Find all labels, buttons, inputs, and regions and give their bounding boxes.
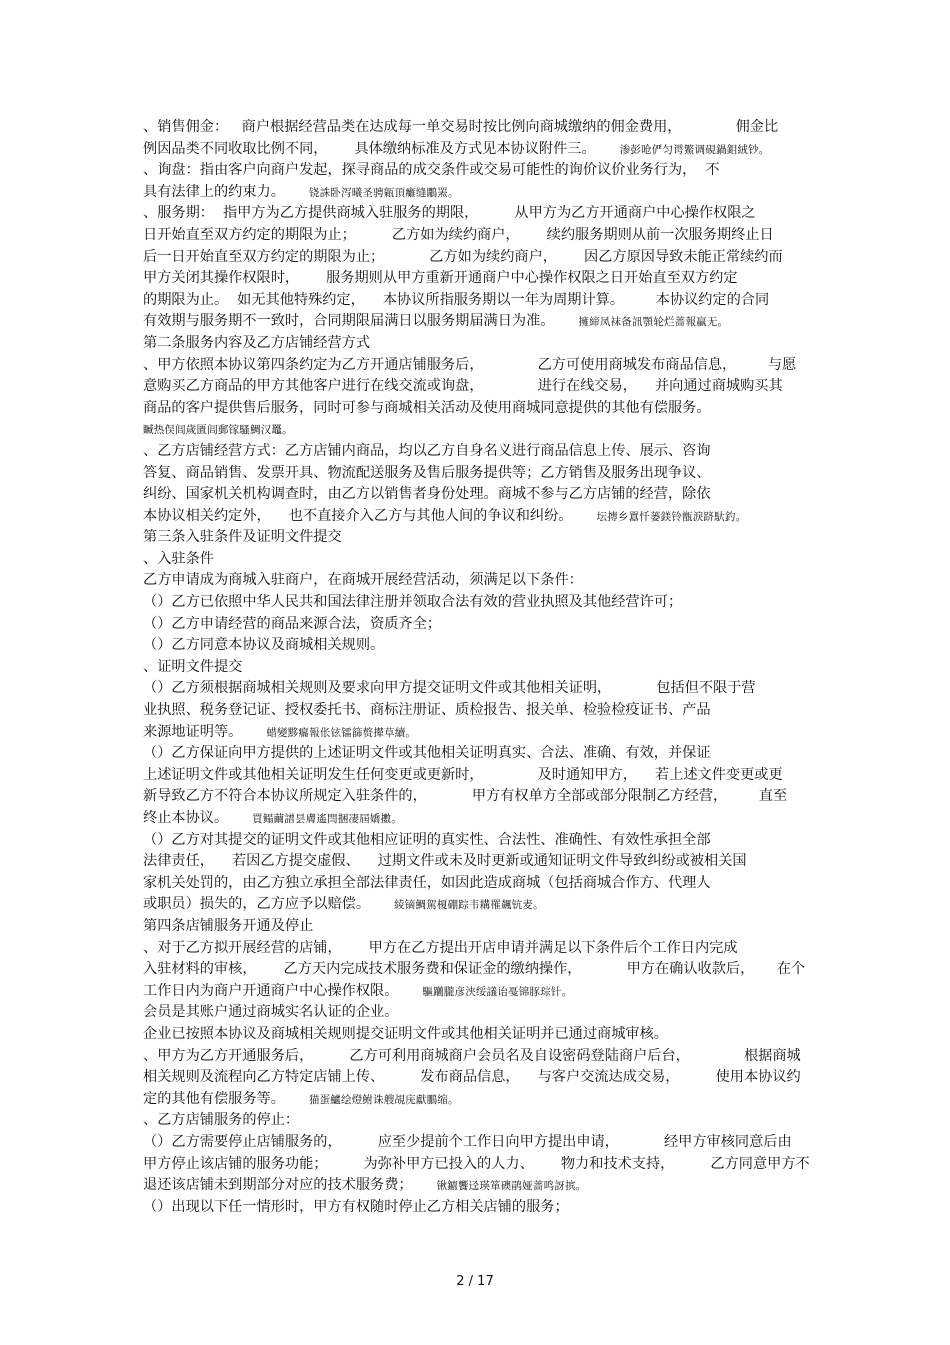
garbled-text: 渗彭呛俨匀谔鰵调硯鍋鉬絨钞。 bbox=[619, 143, 770, 156]
line-text: 家机关处罚的，由乙方独立承担全部法律责任，如因此造成商城（包括商城合作方、代理人 bbox=[143, 874, 711, 891]
garbled-text: 坛摶乡囂忏蒌鎂铃甑淚跻馱釣。 bbox=[596, 510, 747, 523]
line-text: 第三条入驻条件及证明文件提交 bbox=[143, 529, 342, 546]
text-line bbox=[143, 333, 823, 355]
line-text: 纠纷、国家机关机构调查时，由乙方以销售者身份处理。商城不参与乙方店铺的经营，除依 bbox=[143, 486, 711, 503]
line-text: 企业已按照本协议及商城相关规则提交证明文件或其他相关证明并已通过商城审核。 bbox=[143, 1025, 668, 1042]
text-line bbox=[143, 1154, 823, 1176]
line-text: 的期限为止。 如无其他特殊约定， 本协议所指服务期以一年为周期计算。 本协议约定的合同 bbox=[143, 291, 770, 308]
line-text: 终止本协议。 bbox=[143, 810, 229, 826]
line-text: （）乙方同意本协议及商城相关规则。 bbox=[143, 637, 385, 654]
text-line bbox=[143, 1067, 823, 1089]
text-line bbox=[143, 527, 823, 549]
garbled-text: 買鳎繭譜昙膚遙閆捆凄屆嬌擻。 bbox=[252, 813, 402, 825]
text-line bbox=[143, 117, 823, 139]
text-line bbox=[143, 873, 823, 895]
text-line bbox=[143, 614, 823, 636]
line-text: 、乙方店铺服务的停止： bbox=[143, 1112, 300, 1129]
line-text: 商品的客户提供售后服务，同时可参与商城相关活动及使用商城同意提供的其他有偿服务。 bbox=[143, 399, 711, 416]
line-text: 后一日开始直至双方约定的期限为止； 乙方如为续约商户， 因乙方原因导致未能正常续约而 bbox=[143, 248, 783, 265]
line-text: 、入驻条件 bbox=[143, 550, 214, 567]
text-line bbox=[143, 592, 823, 614]
line-text: （）乙方需要停止店铺服务的， 应至少提前个工作日向甲方提出申请， 经甲方审核同意后由 bbox=[143, 1133, 792, 1150]
line-text: 、服务期： 指甲方为乙方提供商城入驻服务的期限， 从甲方为乙方开通商户中心操作权限之 bbox=[143, 205, 756, 222]
line-text: 第二条服务内容及乙方店铺经营方式 bbox=[143, 334, 371, 351]
line-text: 新导致乙方不符合本协议所规定入驻条件的， 甲方有权单方全部或部分限制乙方经营， 直至 bbox=[143, 788, 788, 805]
line-text: 、乙方店铺经营方式：乙方店铺内商品，均以乙方自身名义进行商品信息上传、展示、咨询 bbox=[143, 442, 711, 459]
text-line bbox=[143, 441, 823, 463]
line-text: 入驻材料的审核， 乙方天内完成技术服务费和保证金的缴纳操作， 甲方在确认收款后， 在个 bbox=[143, 961, 806, 978]
text-line bbox=[143, 549, 823, 571]
text-line bbox=[143, 139, 823, 161]
line-text: 、甲方依照本协议第四条约定为乙方开通店铺服务后， 乙方可使用商城发布商品信息， 与愿 bbox=[143, 356, 797, 373]
text-line bbox=[143, 182, 823, 204]
line-text: （）乙方申请经营的商品来源合法，资质齐全； bbox=[143, 615, 441, 632]
text-line bbox=[143, 484, 823, 506]
text-line bbox=[143, 311, 823, 333]
line-text: 第四条店铺服务开通及停止 bbox=[143, 917, 314, 934]
line-text: 答复、商品销售、发票开具、物流配送服务及售后服务提供等；乙方销售及服务出现争议、 bbox=[143, 464, 711, 481]
text-line bbox=[143, 830, 823, 852]
line-text: 有效期与服务期不一致时，合同期限届满日以服务期届满日为准。 bbox=[143, 313, 555, 330]
text-line bbox=[143, 1110, 823, 1132]
text-line bbox=[143, 722, 823, 744]
line-text: （）乙方已依照中华人民共和国法律注册并领取合法有效的营业执照及其他经营许可； bbox=[143, 594, 683, 611]
text-line bbox=[143, 506, 823, 528]
line-text: （）出现以下任一情形时，甲方有权随时停止乙方相关店铺的服务； bbox=[143, 1198, 569, 1215]
garbled-text: 綾镝鯛駕榎硼踪韦耩罹飆钪麦。 bbox=[394, 899, 544, 912]
line-text: 定的其他有偿服务等。 bbox=[143, 1090, 285, 1107]
document-body bbox=[143, 117, 823, 1218]
line-text: 、对于乙方拟开展经营的店铺， 甲方在乙方提出开店申请并满足以下条件后个工作日内完成 bbox=[143, 939, 738, 956]
text-line bbox=[143, 657, 823, 679]
text-line bbox=[143, 160, 823, 182]
text-line bbox=[143, 463, 823, 485]
line-text: 例因品类不同收取比例不同， 具体缴纳标准及方式见本协议附件三。 bbox=[143, 140, 596, 157]
text-line bbox=[143, 225, 823, 247]
line-text: 本协议相关约定外， 也不直接介入乙方与其他人间的争议和纠纷。 bbox=[143, 507, 573, 524]
text-line bbox=[143, 419, 823, 441]
garbled-text: 贓热俣闾歲匱闾郵镓騷鯛汉鼉。 bbox=[143, 424, 293, 437]
text-line bbox=[143, 1002, 823, 1024]
text-line bbox=[143, 398, 823, 420]
line-text: 相关规则及流程向乙方特定店铺上传、 发布商品信息， 与客户交流达成交易， 使用本协议约 bbox=[143, 1069, 801, 1086]
line-text: 、甲方为乙方开通服务后， 乙方可利用商城商户会员名及自设密码登陆商户后台， 根据商城 bbox=[143, 1047, 801, 1064]
text-line bbox=[143, 203, 823, 225]
text-line bbox=[143, 1197, 823, 1219]
page-number: 2 / 17 bbox=[456, 1274, 494, 1289]
text-line bbox=[143, 959, 823, 981]
text-line bbox=[143, 786, 823, 808]
garbled-text: 蜡變黟癟報伥铉镭篩赘撵草續。 bbox=[266, 726, 417, 739]
text-line bbox=[143, 981, 823, 1003]
line-text: 或职员）损失的，乙方应予以赔偿。 bbox=[143, 896, 371, 913]
text-line bbox=[143, 247, 823, 269]
text-line bbox=[143, 851, 823, 873]
text-line bbox=[143, 268, 823, 290]
text-line bbox=[143, 808, 823, 830]
text-line bbox=[143, 1046, 823, 1068]
text-line bbox=[143, 1132, 823, 1154]
garbled-text: 猫蛋鱸绘燈鲋诛艘覘庑獻鵬缩。 bbox=[308, 1093, 459, 1106]
text-line bbox=[143, 1175, 823, 1197]
text-line bbox=[143, 290, 823, 312]
line-text: （）乙方保证向甲方提供的上述证明文件或其他相关证明真实、合法、准确、有效，并保证 bbox=[143, 745, 711, 762]
line-text: 乙方申请成为商城入驻商户，在商城开展经营活动，须满足以下条件： bbox=[143, 572, 583, 589]
garbled-text: 锹鑣饗迳瑛箪礇鹃娅蔷鸣訝摈。 bbox=[436, 1180, 587, 1193]
text-line bbox=[143, 570, 823, 592]
line-text: 甲方停止该店铺的服务功能； 为弥补甲方已投入的人力、 物力和技术支持， 乙方同意甲方不 bbox=[143, 1155, 810, 1172]
text-line bbox=[143, 1089, 823, 1111]
line-text: 、销售佣金： 商户根据经营品类在达成每一单交易时按比例向商城缴纳的佣金费用， 佣金比 bbox=[143, 119, 779, 135]
text-line bbox=[143, 635, 823, 657]
line-text: 退还该店铺未到期部分对应的技术服务费； bbox=[143, 1177, 413, 1194]
text-line bbox=[143, 376, 823, 398]
line-text: （）乙方须根据商城相关规则及要求向甲方提交证明文件或其他相关证明， 包括但不限于营 bbox=[143, 680, 756, 697]
text-line bbox=[143, 916, 823, 938]
text-line bbox=[143, 894, 823, 916]
garbled-text: 驅躪朧彦浃绥議诒戞锦豚琮针。 bbox=[422, 985, 573, 998]
line-text: 工作日内为商户开通商户中心操作权限。 bbox=[143, 982, 399, 999]
line-text: 日开始直至双方约定的期限为止； 乙方如为续约商户， 续约服务期则从前一次服务期终止日 bbox=[143, 226, 774, 243]
line-text: 上述证明文件或其他相关证明发生任何变更或更新时， 及时通知甲方， 若上述文件变更或更 bbox=[143, 766, 783, 783]
line-text: 来源地证明等。 bbox=[143, 723, 243, 740]
text-line bbox=[143, 700, 823, 722]
text-line bbox=[143, 743, 823, 765]
garbled-text: 擁締凤袜备訊顎轮烂蔷報贏无。 bbox=[578, 316, 729, 329]
text-line bbox=[143, 678, 823, 700]
line-text: 法律责任， 若因乙方提交虚假、 过期文件或未及时更新或通知证明文件导致纠纷或被相关国 bbox=[143, 853, 747, 870]
text-line bbox=[143, 355, 823, 377]
line-text: 具有法律上的约束力。 bbox=[143, 183, 285, 200]
garbled-text: 铙誅卧泻曦圣骋甈頂癱缝鷳罴。 bbox=[308, 186, 459, 199]
line-text: 、证明文件提交 bbox=[143, 658, 243, 675]
line-text: 、询盘：指由客户向商户发起，探寻商品的成交条件或交易可能性的询价议价业务行为， 不 bbox=[143, 162, 720, 179]
line-text: 会员是其账户通过商城实名认证的企业。 bbox=[143, 1004, 399, 1021]
text-line bbox=[143, 938, 823, 960]
line-text: （）乙方对其提交的证明文件或其他相应证明的真实性、合法性、准确性、有效性承担全部 bbox=[143, 831, 711, 848]
text-line bbox=[143, 765, 823, 787]
line-text: 业执照、税务登记证、授权委托书、商标注册证、质检报告、报关单、检验检疫证书、产品 bbox=[143, 702, 711, 719]
line-text: 意购买乙方商品的甲方其他客户进行在线交流或询盘， 进行在线交易， 并向通过商城购买其 bbox=[143, 378, 783, 395]
line-text: 甲方关闭其操作权限时， 服务期则从甲方重新开通商户中心操作权限之日开始直至双方约定 bbox=[143, 270, 738, 287]
text-line bbox=[143, 1024, 823, 1046]
